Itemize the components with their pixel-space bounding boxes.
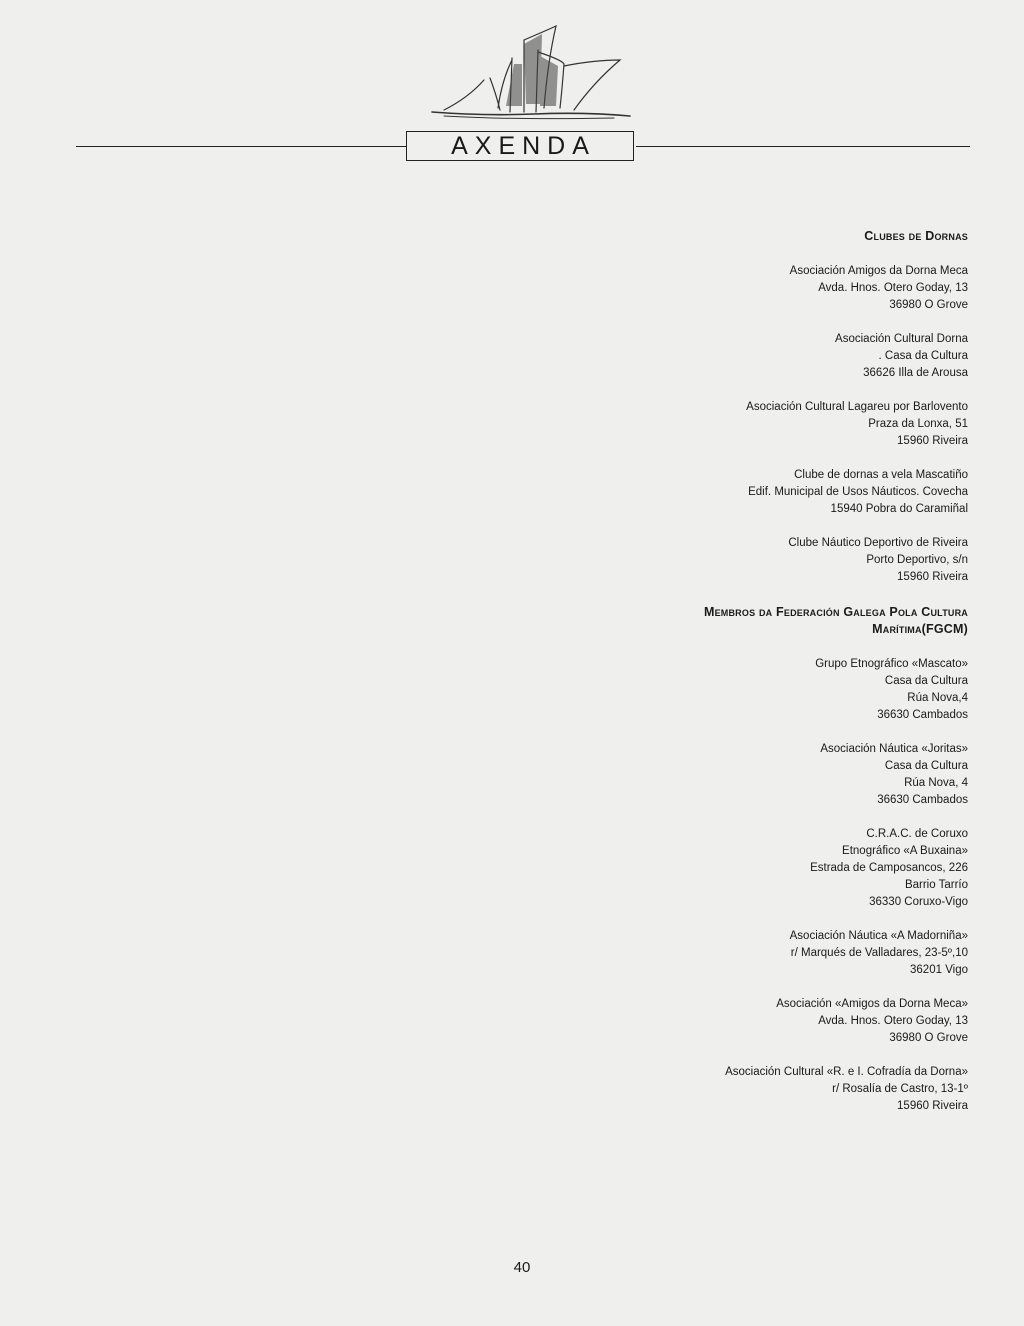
entry-line: 15960 Riveira (897, 435, 968, 447)
directory-entry (408, 467, 968, 518)
directory-entry (408, 1064, 968, 1115)
section-title: Clubes de Dornas (864, 229, 968, 243)
entry-line: Asociación Cultural Dorna (835, 333, 968, 345)
entry-line: . Casa da Cultura (878, 350, 968, 362)
entry-line: Avda. Hnos. Otero Goday, 13 (818, 1015, 968, 1027)
entry-line: 36330 Coruxo-Vigo (869, 896, 968, 908)
section-title: Membros da Federación Galega Pola Cultura (703, 605, 968, 619)
page-title: AXENDA (406, 131, 634, 161)
entry-line: Asociación Amigos da Dorna Meca (789, 265, 968, 277)
sailing-ships-icon (424, 20, 634, 130)
entry-line: Avda. Hnos. Otero Goday, 13 (818, 282, 968, 294)
directory-list (408, 228, 968, 1132)
entry-line: Porto Deportivo, s/n (866, 554, 968, 566)
directory-entry (408, 996, 968, 1047)
entry-line: 15960 Riveira (897, 571, 968, 583)
entry-line: Barrio Tarrío (904, 879, 968, 891)
directory-entry (408, 535, 968, 586)
entry-line: 36626 Illa de Arousa (863, 367, 968, 379)
entry-line: Asociación Náutica «Joritas» (820, 743, 968, 755)
entry-line: Clube Náutico Deportivo de Riveira (788, 537, 968, 549)
entry-line: Casa da Cultura (884, 675, 968, 687)
entry-line: 36630 Cambados (877, 794, 968, 806)
entry-line: Estrada de Camposancos, 226 (810, 862, 968, 874)
entry-line: Edif. Municipal de Usos Náuticos. Covecha (748, 486, 968, 498)
entry-line: Rúa Nova,4 (907, 692, 968, 704)
directory-entry (408, 826, 968, 911)
directory-entry (408, 928, 968, 979)
entry-line: 15960 Riveira (897, 1100, 968, 1112)
entry-line: 36201 Vigo (910, 964, 968, 976)
entry-line: 36630 Cambados (877, 709, 968, 721)
header-rule-left (76, 146, 406, 147)
entry-line: r/ Marqués de Valladares, 23-5º,10 (790, 947, 968, 959)
entry-line: Rúa Nova, 4 (904, 777, 968, 789)
entry-line: Asociación Cultural «R. e I. Cofradía da Dorna» (725, 1066, 968, 1078)
entry-line: 15940 Pobra do Caramiñal (830, 503, 968, 515)
header-rule-right (636, 146, 970, 147)
entry-line: r/ Rosalía de Castro, 13-1º (832, 1083, 968, 1095)
directory-entry (408, 399, 968, 450)
entry-line: 36980 O Grove (889, 1032, 968, 1044)
entry-line: Casa da Cultura (884, 760, 968, 772)
directory-entry (408, 263, 968, 314)
entry-line: 36980 O Grove (889, 299, 968, 311)
directory-entry (408, 741, 968, 809)
section-title: Marítima(FGCM) (872, 622, 968, 636)
entry-line: Clube de dornas a vela Mascatiño (794, 469, 968, 481)
directory-entry (408, 656, 968, 724)
entry-line: Asociación «Amigos da Dorna Meca» (776, 998, 968, 1010)
entry-line: Asociación Cultural Lagareu por Barlovento (746, 401, 968, 413)
entry-line: Asociación Náutica «A Madorniña» (789, 930, 968, 942)
page-number: 40 (513, 1259, 531, 1276)
entry-line: Grupo Etnográfico «Mascato» (815, 658, 968, 670)
directory-section (408, 604, 968, 1115)
entry-line: Etnográfico «A Buxaina» (842, 845, 968, 857)
directory-section (408, 228, 968, 586)
entry-line: C.R.A.C. de Coruxo (866, 828, 968, 840)
directory-entry (408, 331, 968, 382)
entry-line: Praza da Lonxa, 51 (868, 418, 968, 430)
